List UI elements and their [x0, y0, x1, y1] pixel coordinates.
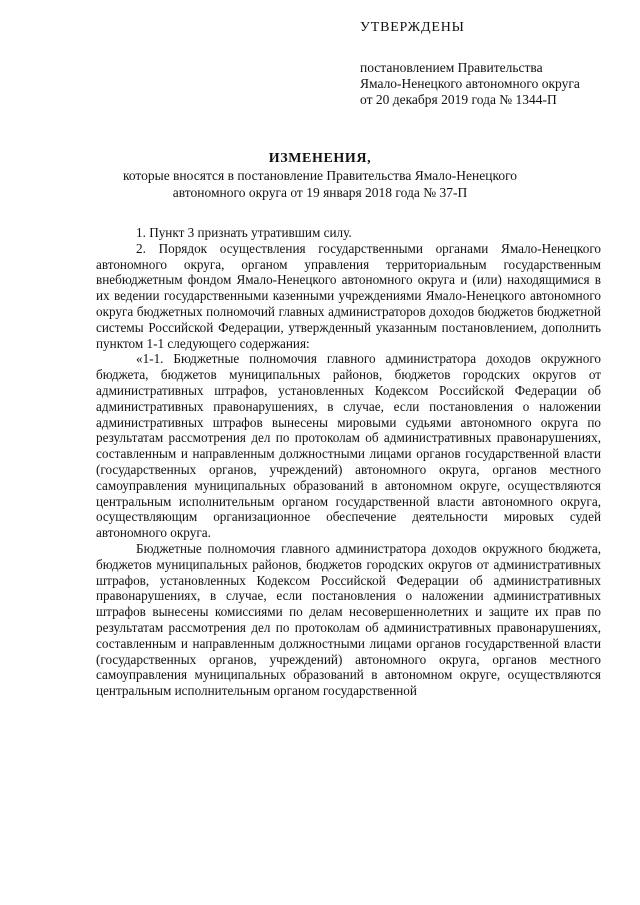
- approval-line-1: постановлением Правительства: [360, 60, 543, 75]
- document-subtitle-line-1: которые вносятся в постановление Правительства Ямало-Ненецкого: [122, 168, 518, 183]
- approval-block: [360, 20, 620, 108]
- document-title-block: [90, 150, 550, 201]
- paragraph-1: 1. Пункт 3 признать утратившим силу.: [136, 225, 352, 240]
- approval-stamp-title: УТВЕРЖДЕНЫ: [360, 20, 465, 35]
- paragraph-3: «1-1. Бюджетные полномочия главного администратора доходов окружного бюджета, бюджетов муниципальных районов, бюджетов городских округов от административных штрафов, установленных Кодексом Российской Федерации об административных правонарушениях, в случае, если постановления о наложении административных штрафов вынесены мировыми судьями автономного округа по результатам рассмотрения дел по протоколам об административных правонарушениях, составленным и направленным должностными лицами органов государственной власти (государственных органов, учреждений) автономного округа, органов местного самоуправления муниципальных образований в автономном округе, осуществляются центральным исполнительным органом государственной власти автономного округа, осуществляющим организационное обеспечение деятельности мировых судей автономного округа.: [96, 351, 601, 541]
- document-heading: ИЗМЕНЕНИЯ,: [268, 151, 372, 166]
- paragraph-4: Бюджетные полномочия главного администратора доходов окружного бюджета, бюджетов муниципальных районов, бюджетов городских округов от административных штрафов, установленных Кодексом Российской Федерации об административных правонарушениях, в случае, если постановления о наложении административных штрафов вынесены комиссиями по делам несовершеннолетних и защите их прав по результатам рассмотрения дел по протоколам об административных правонарушениях, составленным и направленным должностными лицами органов государственной власти (государственных органов, учреждений) автономного округа, органов местного самоуправления муниципальных образований в автономном округе, осуществляются центральным исполнительным органом государственной: [96, 540, 601, 699]
- approval-line-3: от 20 декабря 2019 года № 1344-П: [360, 92, 557, 107]
- document-subtitle-line-2: автономного округа от 19 января 2018 года № 37-П: [172, 185, 468, 200]
- approval-line-2: Ямало-Ненецкого автономного округа: [360, 76, 580, 91]
- paragraph-2: 2. Порядок осуществления государственными органами Ямало-Ненецкого автономного округа, органом управления территориальным государственным внебюджетным фондом Ямало-Ненецкого автономного округа и (или) находящимися в их ведении государственными казенными учреждениями Ямало-Ненецкого автономного округа бюджетных полномочий главных администраторов доходов бюджетов бюджетной системы Российской Федерации, утвержденный указанным постановлением, дополнить пунктом 1-1 следующего содержания:: [96, 240, 601, 351]
- document-body: [96, 225, 601, 699]
